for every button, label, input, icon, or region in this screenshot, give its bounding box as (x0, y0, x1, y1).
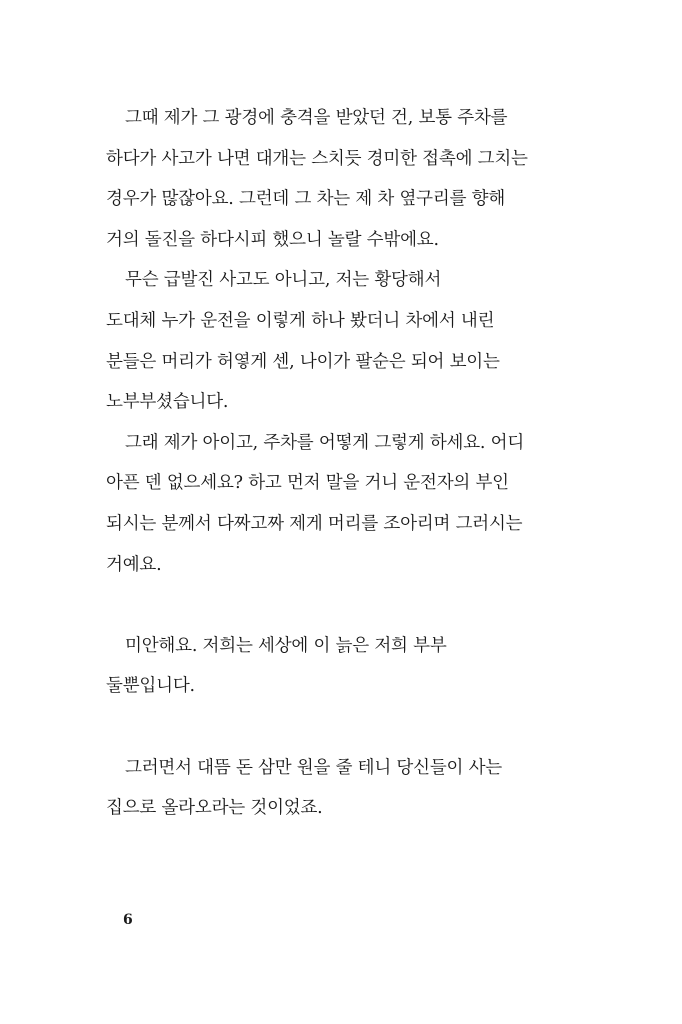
paragraph-spacer (106, 707, 566, 748)
paragraph-3 (106, 423, 566, 585)
text-line: 거예요. (106, 554, 162, 575)
text-line: 하다가 사고가 나면 대개는 스치듯 경미한 접촉에 그치는 (106, 148, 528, 169)
paragraph-1 (106, 98, 566, 260)
text-line: 그래 제가 아이고, 주차를 어떻게 그렇게 하세요. 어디 (125, 432, 525, 453)
text-line: 무슨 급발진 사고도 아니고, 저는 황당해서 (125, 270, 442, 291)
body-text (106, 98, 566, 829)
paragraph-spacer (106, 585, 566, 626)
text-line: 그러면서 대뜸 돈 삼만 원을 줄 테니 당신들이 사는 (125, 757, 503, 778)
text-line: 되시는 분께서 다짜고짜 제게 머리를 조아리며 그러시는 (106, 513, 523, 534)
text-line: 노부부셨습니다. (106, 392, 229, 413)
text-line: 미안해요. 저희는 세상에 이 늙은 저희 부부 (125, 635, 447, 656)
text-line: 거의 돌진을 하다시피 했으니 놀랄 수밖에요. (106, 229, 439, 250)
text-line: 분들은 머리가 허옇게 센, 나이가 팔순은 되어 보이는 (106, 351, 500, 372)
text-line: 그때 제가 그 광경에 충격을 받았던 건, 보통 주차를 (125, 108, 508, 128)
text-line: 집으로 올라오라는 것이었죠. (106, 798, 323, 819)
paragraph-2 (106, 260, 566, 422)
text-line: 아픈 덴 없으세요? 하고 먼저 말을 거니 운전자의 부인 (106, 473, 509, 494)
paragraph-5 (106, 748, 566, 829)
paragraph-4 (106, 626, 566, 707)
text-line: 경우가 많잖아요. 그런데 그 차는 제 차 옆구리를 향해 (106, 189, 506, 210)
text-line: 도대체 누가 운전을 이렇게 하나 봤더니 차에서 내린 (106, 310, 495, 331)
page-number: 6 (123, 912, 133, 928)
text-line: 둘뿐입니다. (106, 676, 195, 697)
